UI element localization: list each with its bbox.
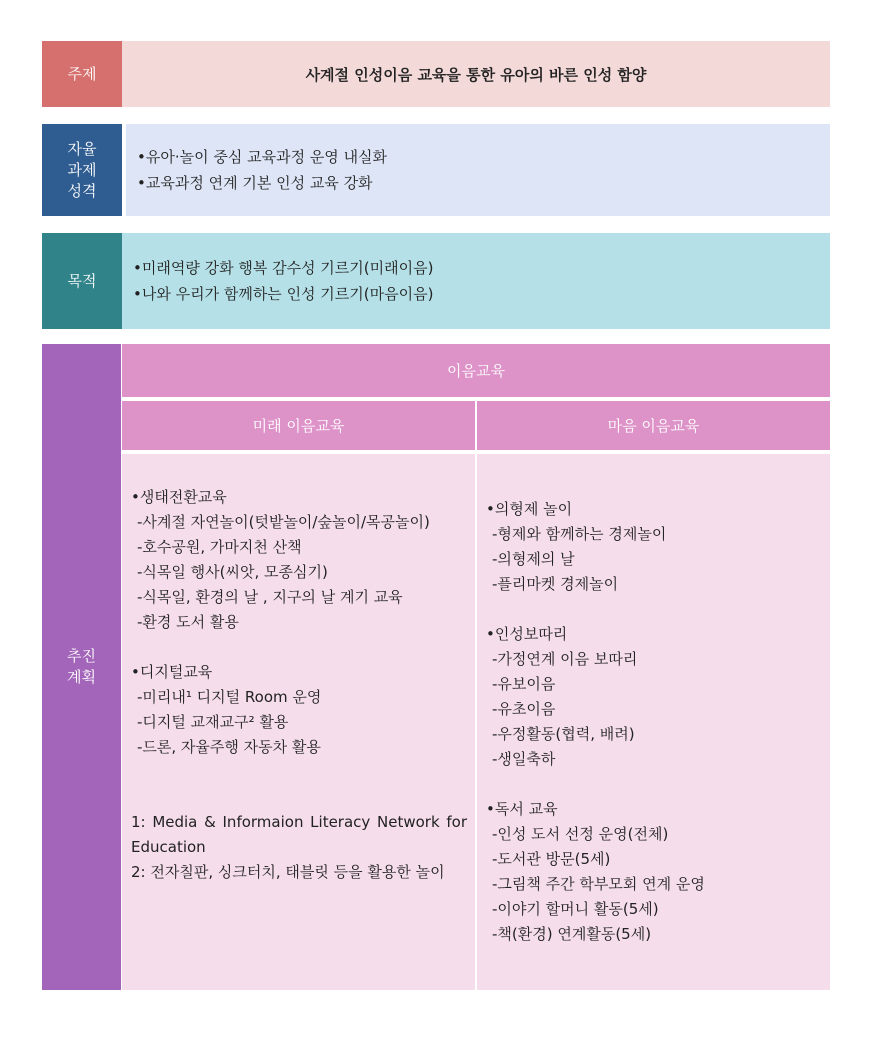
list-item: -도서관 방문(5세) [492, 850, 611, 868]
plan-row [42, 344, 830, 990]
list-item: -호수공원, 가마지천 산책 [137, 538, 302, 556]
plan-header: 이음교육 [122, 344, 830, 397]
future-column [122, 454, 475, 990]
heart-column-header: 마음 이음교육 [477, 401, 830, 450]
section-title: •독서 교육 [486, 800, 558, 818]
theme-text: 사계절 인성이음 교육을 통한 유아의 바른 인성 함양 [305, 65, 647, 84]
nature-item: •유아·놀이 중심 교육과정 운영 내실화 [137, 148, 388, 166]
list-item: -인성 도서 선정 운영(전체) [492, 825, 669, 843]
list-item: -식목일, 환경의 날 , 지구의 날 계기 교육 [137, 588, 403, 606]
nature-content [126, 124, 830, 216]
section-title: •의형제 놀이 [486, 500, 573, 518]
future-column-header: 미래 이음교육 [122, 401, 475, 450]
theme-row [42, 41, 830, 107]
purpose-item: •미래역량 강화 행복 감수성 기르기(미래이음) [133, 259, 434, 277]
list-item: -형제와 함께하는 경제놀이 [492, 525, 667, 543]
list-item: -그림책 주간 학부모회 연계 운영 [492, 875, 705, 893]
section-title: •생태전환교육 [131, 488, 227, 506]
list-item: -식목일 행사(씨앗, 모종심기) [137, 563, 328, 581]
list-item: -환경 도서 활용 [137, 613, 239, 631]
list-item: -드론, 자율주행 자동차 활용 [137, 738, 321, 756]
footnote: 2: 전자칠판, 싱크터치, 태블릿 등을 활용한 놀이 [131, 863, 445, 881]
purpose-row [42, 233, 830, 329]
plan-label: 추진 계획 [42, 344, 121, 990]
nature-label: 자율 과제 성격 [42, 124, 122, 216]
list-item: -플리마켓 경제놀이 [492, 575, 619, 593]
footnote: 1: Media & Informaion Literacy Network for Education [131, 813, 467, 856]
theme-label: 주제 [42, 41, 122, 107]
section-title: •인성보따리 [486, 625, 568, 643]
list-item: -의형제의 날 [492, 550, 575, 568]
section-title: •디지털교육 [131, 663, 213, 681]
list-item: -디지털 교재교구² 활용 [137, 713, 289, 731]
list-item: -가정연계 이음 보따리 [492, 650, 638, 668]
list-item: -유초이음 [492, 700, 556, 718]
nature-item: •교육과정 연계 기본 인성 교육 강화 [137, 174, 373, 192]
heart-column [477, 454, 830, 990]
list-item: -사계절 자연놀이(텃밭놀이/숲놀이/목공놀이) [137, 513, 430, 531]
purpose-content [122, 233, 830, 329]
purpose-item: •나와 우리가 함께하는 인성 기르기(마음이음) [133, 285, 434, 303]
nature-row [42, 124, 830, 216]
theme-content [122, 41, 830, 107]
purpose-label: 목적 [42, 233, 122, 329]
list-item: -생일축하 [492, 750, 556, 768]
list-item: -책(환경) 연계활동(5세) [492, 925, 652, 943]
list-item: -미리내¹ 디지털 Room 운영 [137, 688, 322, 706]
list-item: -이야기 할머니 활동(5세) [492, 900, 659, 918]
list-item: -유보이음 [492, 675, 556, 693]
list-item: -우정활동(협력, 배려) [492, 725, 635, 743]
